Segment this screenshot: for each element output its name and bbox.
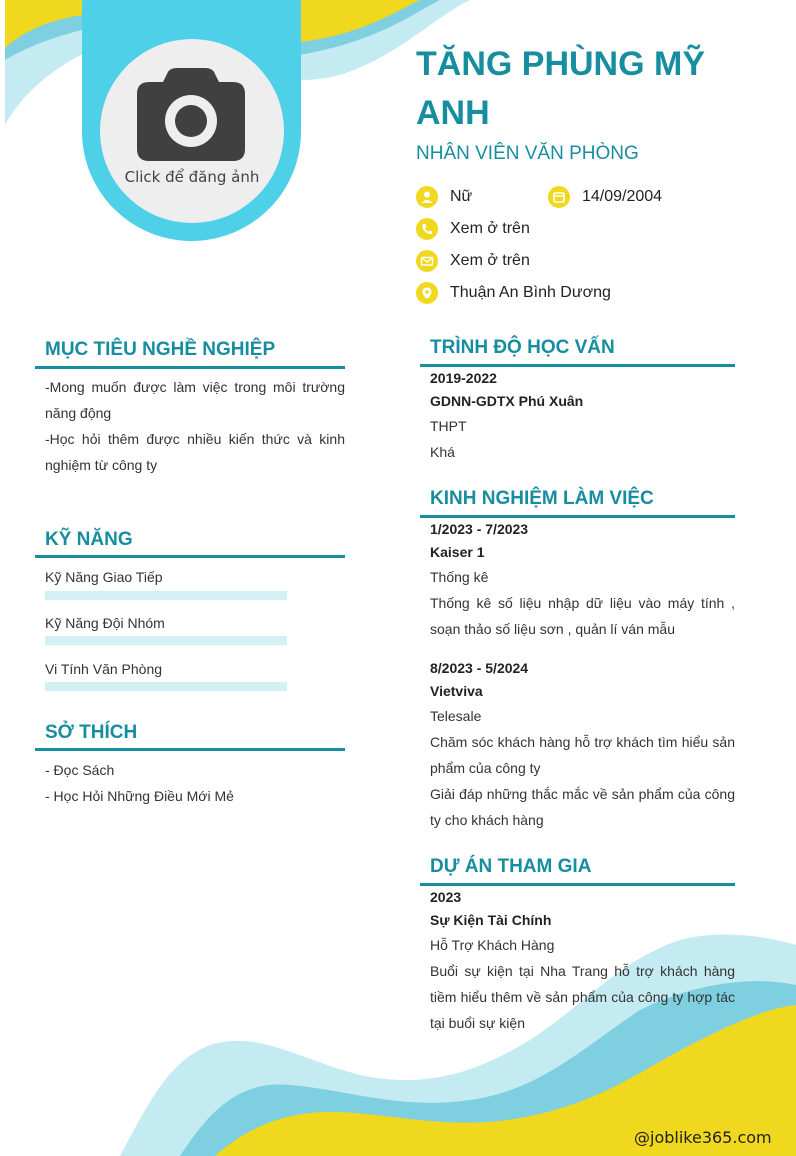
objective-divider — [35, 366, 345, 369]
phone-row — [416, 218, 530, 240]
phone-icon — [416, 218, 438, 240]
hobby-item-1: - Đọc Sách — [45, 762, 115, 778]
job-1-company: Kaiser 1 — [430, 544, 485, 560]
calendar-icon — [548, 186, 570, 208]
hobby-item-2: - Học Hỏi Những Điều Mới Mẻ — [45, 788, 234, 804]
email-value: Xem ở trên — [450, 252, 530, 269]
gender-row — [416, 186, 472, 208]
education-grade: Khá — [430, 444, 455, 460]
skills-divider — [35, 555, 345, 558]
skills-title: KỸ NĂNG — [45, 529, 133, 550]
phone-value: Xem ở trên — [450, 220, 530, 237]
education-period: 2019-2022 — [430, 370, 497, 386]
job-2-role: Telesale — [430, 708, 482, 724]
job-1-period: 1/2023 - 7/2023 — [430, 521, 529, 537]
address-value: Thuận An Bình Dương — [450, 284, 611, 301]
job-1-detail-1: Thống kê số liệu nhập dữ liệu vào máy tính , soạn thảo số liệu sơn , quản lí ván mẫu — [430, 595, 735, 637]
skill-label-1: Kỹ Năng Giao Tiếp — [45, 569, 163, 585]
gender-value: Nữ — [450, 188, 473, 205]
photo-upload-label[interactable]: Click để đăng ảnh — [124, 168, 260, 186]
experience-title: KINH NGHIỆM LÀM VIỆC — [430, 488, 654, 509]
skill-bar-1 — [45, 591, 287, 600]
education-level: THPT — [430, 418, 467, 434]
location-pin-icon — [416, 282, 438, 304]
projects-title: DỰ ÁN THAM GIA — [430, 856, 592, 877]
email-row — [416, 250, 530, 272]
education-school: GDNN-GDTX Phú Xuân — [430, 393, 584, 409]
address-row — [416, 282, 611, 304]
objective-line-1: -Mong muốn được làm việc trong môi trường năng động — [45, 379, 345, 421]
user-icon — [416, 186, 438, 208]
job-2-period: 8/2023 - 5/2024 — [430, 660, 529, 676]
skill-label-3: Vi Tính Văn Phòng — [45, 661, 163, 677]
objective-title: MỤC TIÊU NGHỀ NGHIỆP — [45, 339, 276, 360]
mail-icon — [416, 250, 438, 272]
brand-watermark: @joblike365.com — [634, 1128, 772, 1147]
skill-label-2: Kỹ Năng Đội Nhóm — [45, 615, 165, 631]
objective-line-2: -Học hỏi thêm được nhiều kiến thức và kinh nghiệm từ công ty — [45, 431, 345, 473]
skill-bar-2 — [45, 636, 287, 645]
project-role: Hỗ Trợ Khách Hàng — [430, 937, 555, 953]
hobbies-divider — [35, 748, 345, 751]
education-title: TRÌNH ĐỘ HỌC VẤN — [430, 337, 615, 358]
project-year: 2023 — [430, 889, 462, 905]
project-name: Sự Kiện Tài Chính — [430, 912, 552, 928]
job-title: NHÂN VIÊN VĂN PHÒNG — [416, 143, 639, 164]
job-2-company: Vietviva — [430, 683, 483, 699]
hobbies-title: SỞ THÍCH — [45, 722, 138, 743]
projects-divider — [420, 883, 735, 886]
job-2-detail-1: Chăm sóc khách hàng hỗ trợ khách tìm hiểu sản phẩm của công ty — [430, 734, 735, 776]
skill-bar-3 — [45, 682, 287, 691]
job-1-role: Thống kê — [430, 569, 489, 585]
project-detail: Buổi sự kiện tại Nha Trang hỗ trợ khách hàng tiềm hiểu thêm về sản phẩm của công ty hợp tác tại buổi sự kiện — [430, 963, 735, 1031]
job-2-detail-2: Giải đáp những thắc mắc về sản phẩm của công ty cho khách hàng — [430, 786, 735, 828]
birthdate-value: 14/09/2004 — [582, 188, 663, 205]
birthdate-row — [548, 186, 662, 208]
camera-icon[interactable] — [137, 68, 245, 161]
candidate-name: TĂNG PHÙNG MỸ ANH — [416, 45, 705, 132]
